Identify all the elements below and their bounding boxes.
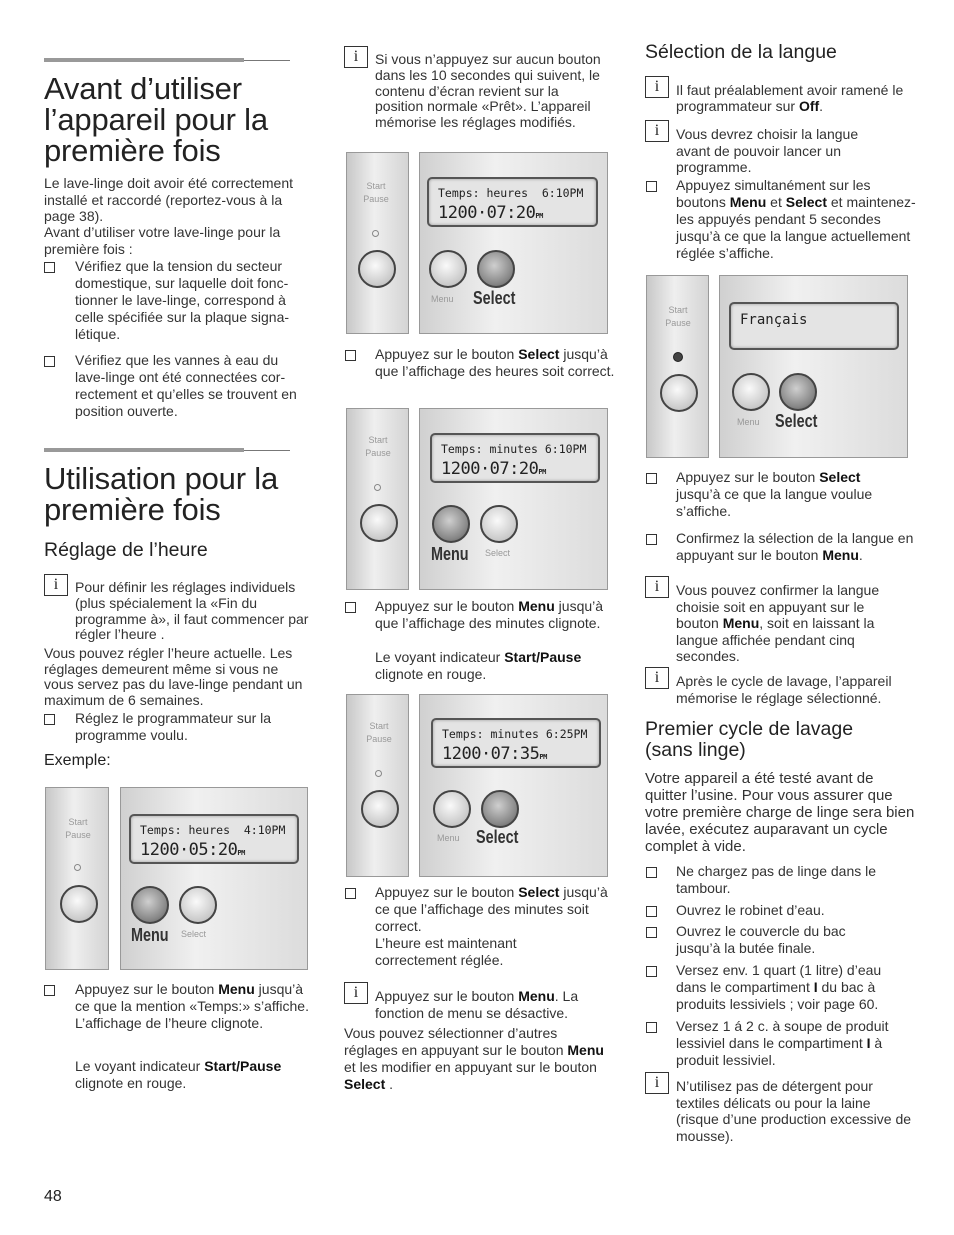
checkbox-icon [345,350,356,361]
lcd-line-2: 1200·05:20PM [140,840,245,860]
info-icon: i [645,76,669,98]
section-rule [44,58,244,62]
subheading-reglage-heure: Réglage de l’heure [44,539,208,561]
led-icon [372,230,379,237]
pause-label: Pause [665,318,691,328]
lcd-display [431,718,601,768]
intro-text-1: Le lave-linge doit avoir été correctement installé et raccordé (reportez-vous à la page 38). [44,175,294,224]
menu-button[interactable] [433,790,471,828]
menu-label: Menu [431,544,469,564]
lcd-line-1: Temps: minutes 6:10PM [441,442,587,456]
pause-label: Pause [366,734,392,744]
section-rule [44,448,244,452]
lcd-line-2: 1200·07:35PM [442,744,547,764]
info-icon: i [645,120,669,142]
info-icon: i [645,667,669,689]
text-voyant-2: Le voyant indicateur Start/Pause clignote en rouge. [375,649,582,682]
info-reglages: Pour définir les réglages individuels (plus spécialement la «Fin du programme à», il faut commencer par régler l’heure . [75,579,309,643]
text-autres-reglages: Vous pouvez sélectionner d’autres réglages en appuyant sur le bouton Menu et les modifier en appuyant sur le bouton Select . [344,1025,604,1092]
text-heure-reglee: L’heure est maintenant correctement réglée. [375,935,517,968]
heading-avant: Avant d’utiliser l’appareil pour la première fois [44,71,268,168]
led-icon [74,864,81,871]
info-10-secondes: Si vous n’appuyez sur aucun bouton dans les 10 secondes qui suivent, le contenu d’écran revient sur la position normale «Prêt». L’appareil mémorise les réglages modifiés. [375,51,601,131]
start-label: Start [68,817,88,827]
lcd-display [129,814,299,864]
led-indicator-icon [673,352,683,362]
checkbox-icon [646,927,657,938]
select-label: Select [476,827,519,847]
check-programmateur: Réglez le programmateur sur la programme voulu. [75,710,272,743]
info-icon: i [645,576,669,598]
info-detergent: N’utilisez pas de détergent pour textiles délicats ou pour la laine (risque d’une production excessive de mousse). [676,1078,912,1144]
led-icon [375,770,382,777]
check-menu-temps: Appuyez sur le bouton Menu jusqu’à ce que la mention «Temps:» s’affiche. L’affichage de l’heure clignote. [75,981,309,1031]
select-button[interactable] [480,505,518,543]
heading-utilisation: Utilisation pour la première fois [44,461,278,527]
info-icon: i [645,1072,669,1094]
start-pause-panel [646,275,709,458]
check-ne-chargez: Ne chargez pas de linge dans le tambour. [676,863,877,896]
lcd-line-1: Temps: minutes 6:25PM [442,727,588,741]
select-button[interactable] [179,886,217,924]
menu-label: Menu [131,925,169,945]
check-confirmez: Confirmez la sélection de la langue en appuyant sur le bouton Menu. [676,530,914,563]
menu-button[interactable] [432,505,470,543]
check-tension: Vérifiez que la tension du secteur domestique, sur laquelle doit fonc-tionner le lave-linge, correspond à celle spécifiée sur la plaque signa-létique. [75,258,290,342]
checkbox-icon [646,181,657,192]
lcd-line-2: 1200·07:20PM [438,203,543,223]
info-choisir-langue: Vous devrez choisir la langue avant de pouvoir lancer un programme. [676,126,859,175]
select-label: Select [473,288,516,308]
start-pause-button[interactable] [358,250,396,288]
start-label: Start [369,721,389,731]
checkbox-icon [44,714,55,725]
text-heure: Vous pouvez régler l’heure actuelle. Les réglages demeurent même si vous ne vous servez pas du lave-linge pendant un maximum de 6 semaines. [44,645,303,708]
check-versez-lessive: Versez 1 á 2 c. à soupe de produit lessiviel dans le compartiment I à produit lessiviel. [676,1018,889,1068]
info-menu-desactive: Appuyez sur le bouton Menu. La fonction de menu se désactive. [375,988,579,1021]
start-pause-panel [45,787,109,970]
info-icon: i [344,46,368,68]
check-langue-voulue: Appuyez sur le bouton Select jusqu’à ce que la langue voulue s’affiche. [676,469,873,519]
info-confirmer-langue: Vous pouvez confirmer la langue choisie soit en appuyant sur le bouton Menu, soit en laissant la langue affichée pendant cinq secondes. [676,582,880,664]
checkbox-icon [44,356,55,367]
start-label: Start [368,435,388,445]
select-button[interactable] [779,373,817,411]
example-label: Exemple: [44,752,111,769]
check-vannes: Vérifiez que les vannes à eau du lave-linge ont été connectées cor-rectement et qu’elles se trouvent en position ouverte. [75,352,297,419]
text-voyant: Le voyant indicateur Start/Pause clignote en rouge. [75,1058,282,1091]
check-menu-minutes: Appuyez sur le bouton Menu jusqu’à que l’affichage des minutes clignote. [375,598,604,631]
checkbox-icon [345,602,356,613]
info-icon: i [344,982,368,1004]
checkbox-icon [646,473,657,484]
text-premier-cycle: Votre appareil a été testé avant de quitter l’usine. Pour vous assurer que votre première charge de linge sera bien lavée, exécutez auparavant un cycle complet à vide. [645,770,915,855]
menu-label: Menu [431,294,454,304]
check-versez-eau: Versez env. 1 quart (1 litre) d’eau dans le compartiment I du bac à produits lessiviels ; voir page 60. [676,962,882,1012]
lcd-display [427,177,598,227]
checkbox-icon [646,1022,657,1033]
check-couvercle: Ouvrez le couvercle du bac jusqu’à la butée finale. [676,923,846,956]
lcd-line-1: Temps: heures 4:10PM [140,823,286,837]
checkbox-icon [646,534,657,545]
start-label: Start [668,305,688,315]
checkbox-icon [44,985,55,996]
select-label: Select [485,548,511,558]
subheading-langue: Sélection de la langue [645,41,837,63]
start-pause-button[interactable] [361,790,399,828]
select-label: Select [775,411,818,431]
led-icon [374,484,381,491]
check-simultanement: Appuyez simultanément sur les boutons Menu et Select et maintenez-les appuyés pendant 5 secondes jusqu’à ce que la langue actuellement réglée s’affiche. [676,177,916,261]
checkbox-icon [646,906,657,917]
select-label: Select [181,929,207,939]
select-button[interactable] [481,790,519,828]
start-pause-button[interactable] [660,374,698,412]
checkbox-icon [646,966,657,977]
menu-label: Menu [437,833,460,843]
lcd-language: Français [740,312,808,328]
subheading-premier-cycle: Premier cycle de lavage (sans linge) [645,718,854,761]
check-robinet: Ouvrez le robinet d’eau. [676,902,825,918]
checkbox-icon [44,262,55,273]
checkbox-icon [646,867,657,878]
lcd-display [430,433,600,483]
pause-label: Pause [363,194,389,204]
lcd-display [729,302,899,350]
menu-button[interactable] [131,886,169,924]
menu-button[interactable] [429,250,467,288]
check-select-heures: Appuyez sur le bouton Select jusqu’à que l’affichage des heures soit correct. [375,346,615,379]
check-select-minutes: Appuyez sur le bouton Select jusqu’à ce que l’affichage des minutes soit correct. [375,884,608,934]
select-button[interactable] [477,250,515,288]
lcd-line-2: 1200·07:20PM [441,459,546,479]
info-programmateur-off: Il faut préalablement avoir ramené le programmateur sur Off. [676,82,904,114]
start-pause-button[interactable] [360,504,398,542]
start-label: Start [366,181,386,191]
menu-button[interactable] [732,373,770,411]
lcd-line-1: Temps: heures 6:10PM [438,186,584,200]
info-icon: i [44,574,68,596]
start-pause-button[interactable] [60,885,98,923]
pause-label: Pause [365,448,391,458]
page-number: 48 [44,1188,62,1205]
intro-text-2: Avant d’utiliser votre lave-linge pour la première fois : [44,224,281,257]
menu-label: Menu [737,417,760,427]
checkbox-icon [345,888,356,899]
info-apres-cycle: Après le cycle de lavage, l’appareil mémorise le réglage sélectionné. [676,673,892,706]
pause-label: Pause [65,830,91,840]
